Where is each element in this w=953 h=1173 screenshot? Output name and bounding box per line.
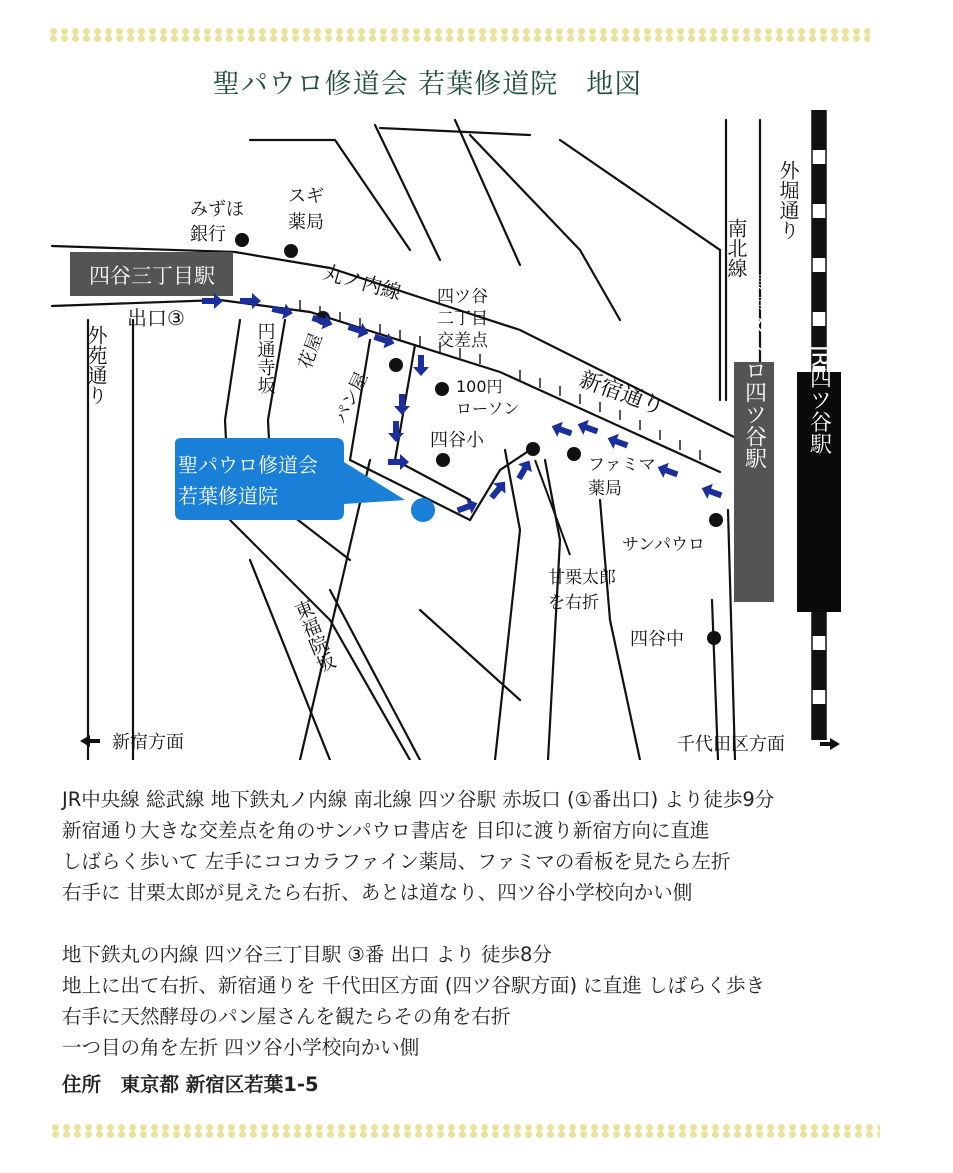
direction-left-label: 新宿方面 — [112, 732, 184, 753]
dot-lawson — [435, 382, 449, 396]
landmark-sugi-label — [288, 186, 330, 233]
landmark-sugi-line1: スギ — [288, 186, 324, 207]
page-title: 聖パウロ修道会 若葉修道院 地図 — [212, 69, 643, 100]
station-tokyo-metro-yotsuya-label: 東京メトロ四ツ谷駅 — [741, 271, 767, 469]
route2-line1: 地下鉄丸の内線 四ツ谷三丁目駅 ③番 出口 より 徒歩8分 — [62, 943, 552, 966]
dot-yotsuya-elem — [436, 453, 450, 467]
dot-sugi — [284, 244, 298, 258]
landmark-intersection-label — [437, 287, 493, 351]
dot-bakery — [389, 358, 403, 372]
decorative-border-top — [48, 28, 870, 42]
landmark-lawson-line2: ローソン — [456, 399, 520, 418]
route-arrow — [394, 394, 410, 415]
landmark-famima-line1: ファミマ — [588, 455, 656, 475]
station-jr-yotsuya — [797, 343, 841, 612]
street-nanboku-line: 南北線 — [724, 218, 748, 278]
landmark-amaguri-line2: を右折 — [548, 593, 599, 613]
dot-yotsuya-jhs — [707, 631, 721, 645]
route1-line4: 右手に 甘栗太郎が見えたら右折、あとは道なり、四ツ谷小学校向かい側 — [62, 881, 693, 904]
landmark-mizuho-line1: みずほ — [190, 199, 244, 220]
destination-line1: 聖パウロ修道会 — [178, 453, 318, 477]
landmark-bakery-label: パン屋 — [330, 369, 373, 428]
landmark-lawson-line1: 100円 — [456, 377, 503, 396]
landmark-amaguri-line1: 甘栗太郎 — [548, 568, 616, 588]
street-entsuji-zaka: 円通寺坂 — [254, 322, 276, 394]
route1-line1: JR中央線 総武線 地下鉄丸ノ内線 南北線 四ツ谷駅 赤坂口 (①番出口) より徒歩9分 — [62, 788, 775, 811]
address: 住所 東京都 新宿区若葉1-5 — [62, 1073, 319, 1096]
landmark-mizuho-line2: 銀行 — [190, 224, 226, 245]
route-arrow — [605, 431, 630, 453]
route2-line4: 一つ目の角を左折 四ツ谷小学校向かい側 — [62, 1036, 420, 1059]
street-shinjuku-dori: 新宿通り — [575, 367, 668, 421]
street-tofukuin-zaka: 東福院坂 — [289, 596, 339, 676]
landmark-famima-line2: 薬局 — [588, 479, 622, 499]
destination-marker — [411, 498, 435, 522]
route2-line3: 右手に天然酵母のパン屋さんを観たらその角を右折 — [62, 1005, 511, 1028]
street-sotobori-dori: 外堀通り — [776, 160, 800, 240]
route2-line2: 地上に出て右折、新宿通りを 千代田区方面 (四ツ谷駅方面) に直進 しばらく歩き — [62, 974, 766, 997]
station-yotsuya-sanchome-label: 四谷三丁目駅 — [89, 264, 215, 288]
station-tokyo-metro-yotsuya — [734, 271, 774, 602]
landmark-sanpaulo-label: サンパウロ — [622, 535, 705, 555]
route-arrow — [699, 481, 724, 503]
station-jr-yotsuya-label: JR四ツ谷駅 — [806, 345, 832, 455]
landmark-intersection-line2: 二丁目 — [437, 309, 488, 329]
landmark-lawson-label — [456, 377, 519, 418]
decorative-border-bottom — [50, 1124, 880, 1138]
dot-sanpaulo — [709, 513, 723, 527]
landmark-famima-label — [588, 455, 661, 499]
landmark-florist-label: 花屋 — [294, 330, 328, 372]
dot-mizuho — [235, 233, 249, 247]
direction-right-label: 千代田区方面 — [677, 734, 785, 755]
route-arrow — [549, 419, 574, 441]
directions-text — [62, 784, 942, 1100]
street-marunouchi-line: 丸ノ内線 — [320, 259, 405, 305]
landmark-intersection-line1: 四ツ谷 — [437, 287, 488, 307]
route-arrow — [240, 293, 261, 309]
route-arrow — [271, 301, 295, 321]
dot-famima — [567, 447, 581, 461]
access-map — [48, 108, 908, 760]
destination-line2: 若葉修道院 — [178, 484, 278, 508]
landmark-amaguri-label — [548, 568, 621, 613]
road-lines — [52, 120, 760, 760]
amaguri-leader-line — [535, 460, 570, 555]
landmark-intersection-line3: 交差点 — [437, 331, 488, 351]
route-arrow — [413, 355, 429, 376]
route1-line3: しばらく歩いて 左手にココカラファイン薬局、ファミマの看板を見たら左折 — [62, 850, 731, 873]
direction-left — [80, 732, 184, 753]
street-gaien-dori: 外苑通り — [84, 325, 108, 405]
landmark-sugi-line2: 薬局 — [288, 212, 324, 233]
landmark-yotsuya-elem-label: 四谷小 — [430, 430, 484, 451]
route1-line2: 新宿通り大きな交差点を角のサンパウロ書店を 目印に渡り新宿方向に直進 — [62, 819, 710, 842]
route-arrow — [388, 454, 409, 470]
exit-3-label: 出口③ — [127, 306, 185, 330]
route-arrow — [575, 417, 600, 439]
dot-amaguri — [526, 442, 540, 456]
station-yotsuya-sanchome — [70, 252, 233, 296]
landmark-yotsuya-jhs-label: 四谷中 — [630, 629, 684, 650]
